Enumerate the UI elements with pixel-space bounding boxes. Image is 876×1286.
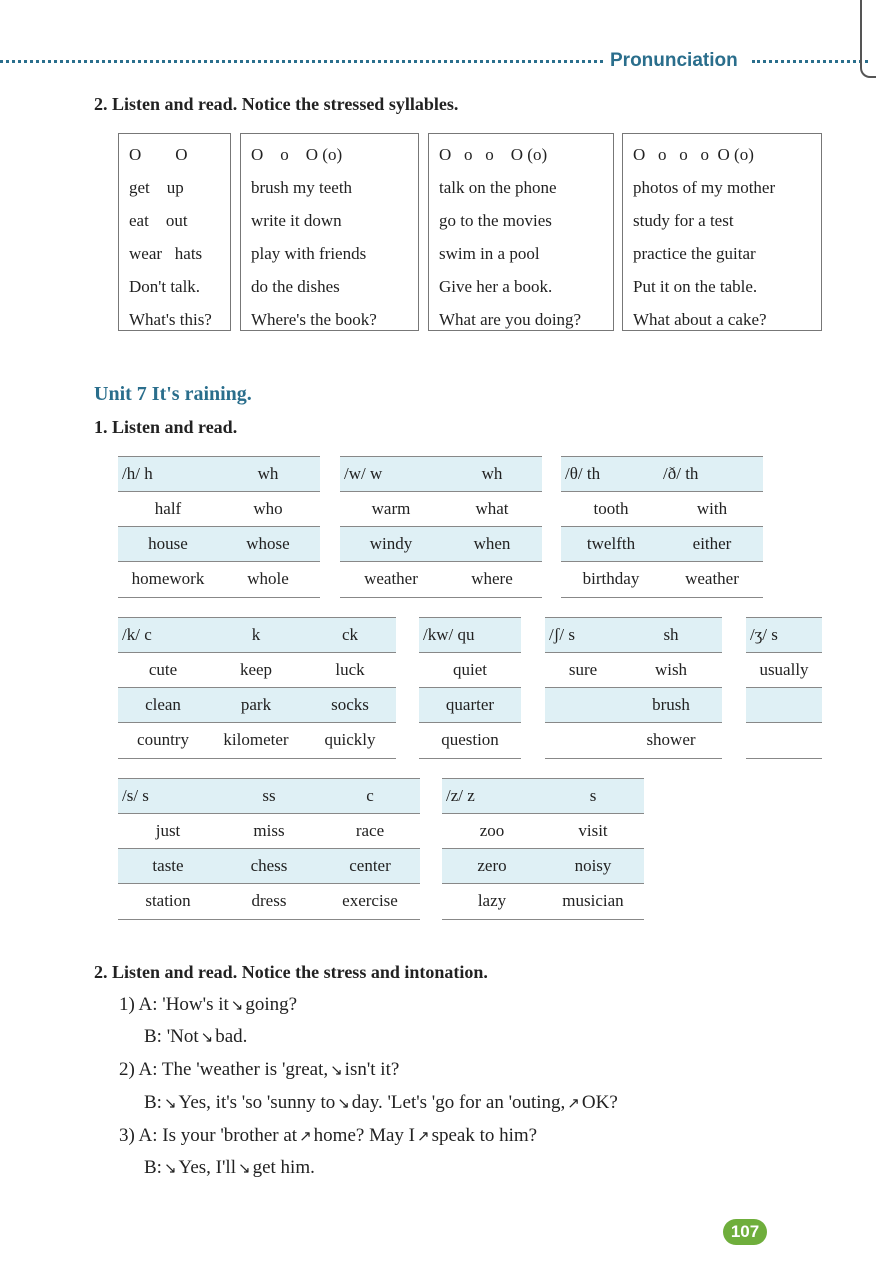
table-row (118, 687, 396, 722)
header-dotted-rule-left (0, 60, 603, 63)
word: center (349, 856, 391, 875)
dialogue-line-1b (144, 1026, 247, 1048)
word: usually (759, 660, 809, 679)
phonics-table-kw (419, 617, 521, 759)
stress-item: do the dishes (251, 277, 340, 296)
falling-intonation-icon: ↘ (238, 1159, 251, 1177)
dialogue-text: day. 'Let's 'go for an 'outing, (351, 1092, 566, 1113)
stress-item: Give her a book. (439, 277, 553, 296)
sound-header: /h/ h (122, 464, 153, 483)
word: question (441, 730, 499, 749)
spelling-header: sh (663, 625, 679, 644)
phonics-table-th (561, 456, 763, 598)
stress-pattern: O o O (o) (251, 145, 343, 164)
spelling-header: wh (257, 464, 279, 483)
word: sure (568, 660, 598, 679)
table-row (746, 722, 822, 759)
dialogue-text: bad. (215, 1026, 248, 1047)
spelling-header: wh (481, 464, 503, 483)
stress-item: What about a cake? (633, 310, 767, 329)
word: birthday (582, 569, 640, 588)
stress-item: swim in a pool (439, 244, 540, 263)
word: zero (477, 856, 507, 875)
dialogue-text: 3) A: Is your 'brother at (119, 1125, 298, 1146)
dialogue-text: speak to him? (431, 1125, 538, 1146)
sound-header: /z/ z (446, 786, 475, 805)
stress-pattern: O O (129, 145, 188, 164)
dialogue-text: 2) A: The 'weather is 'great, (119, 1059, 329, 1080)
dialogue-text: get him. (252, 1157, 315, 1178)
word: dress (251, 891, 287, 910)
word: clean (145, 695, 181, 714)
phonics-table-w (340, 456, 542, 598)
table-header-row (442, 778, 644, 813)
table-row (118, 491, 320, 526)
word: park (240, 695, 272, 714)
word: country (137, 730, 189, 749)
word: windy (369, 534, 413, 553)
stress-item: practice the guitar (633, 244, 756, 263)
word: homework (131, 569, 205, 588)
falling-intonation-icon: ↘ (163, 1159, 177, 1177)
page-curl-decoration (860, 0, 876, 78)
word: tooth (593, 499, 629, 518)
table-row (118, 848, 420, 883)
word: chess (250, 856, 288, 875)
dialogue-text: Yes, it's 'so 'sunny to (178, 1092, 336, 1113)
word: warm (371, 499, 411, 518)
word: wish (654, 660, 688, 679)
stress-pattern: O o o o O (o) (633, 145, 754, 164)
word: just (155, 821, 181, 840)
word: either (692, 534, 732, 553)
word: exercise (342, 891, 398, 910)
table-row (561, 526, 763, 561)
falling-intonation-icon: ↘ (230, 996, 244, 1014)
falling-intonation-icon: ↘ (163, 1094, 177, 1112)
word: quickly (324, 730, 376, 749)
table-row (419, 652, 521, 687)
table-header-row (419, 617, 521, 652)
word: brush (652, 695, 690, 714)
word: noisy (574, 856, 612, 875)
stress-item: Don't talk. (129, 277, 201, 296)
dialogue-line-2b (144, 1092, 618, 1114)
word: keep (239, 660, 273, 679)
rising-intonation-icon: ↗ (567, 1094, 580, 1112)
table-row (746, 652, 822, 687)
falling-intonation-icon: ↘ (337, 1094, 350, 1112)
table-row (118, 561, 320, 598)
table-row (118, 526, 320, 561)
spelling-header: ck (341, 625, 359, 644)
word: station (145, 891, 191, 910)
sound-header: /s/ s (122, 786, 149, 805)
table-row (118, 652, 396, 687)
table-row (561, 491, 763, 526)
table-header-row (545, 617, 722, 652)
sound-header: /ð/ th (663, 464, 699, 483)
table-row (340, 561, 542, 598)
word: who (253, 499, 283, 518)
stress-box-2 (240, 133, 419, 331)
table-row (545, 722, 722, 759)
word: what (475, 499, 509, 518)
word: cute (148, 660, 178, 679)
word: whose (246, 534, 290, 553)
phonics-table-sh (545, 617, 722, 759)
listen-heading: 1. Listen and read. (94, 417, 238, 437)
word: with (696, 499, 728, 518)
word: house (148, 534, 188, 553)
stress-item: wear hats (129, 244, 203, 263)
word: kilometer (223, 730, 289, 749)
section-title: Pronunciation (610, 50, 738, 71)
word: when (473, 534, 511, 553)
table-header-row (746, 617, 822, 652)
word: visit (578, 821, 608, 840)
falling-intonation-icon: ↘ (200, 1028, 214, 1046)
sound-header: /θ/ th (565, 464, 601, 483)
stress-item: study for a test (633, 211, 734, 230)
sound-header: /kw/ qu (423, 625, 475, 644)
table-header-row (118, 456, 320, 491)
table-row (746, 687, 822, 722)
table-header-row (118, 778, 420, 813)
table-row (442, 848, 644, 883)
dialogue-text: B: (144, 1157, 162, 1178)
table-row (340, 491, 542, 526)
falling-intonation-icon: ↘ (330, 1061, 343, 1079)
table-header-row (118, 617, 396, 652)
stress-item: Where's the book? (251, 310, 377, 329)
table-row (561, 561, 763, 598)
spelling-header: c (366, 786, 374, 805)
table-row (442, 883, 644, 920)
stress-item: photos of my mother (633, 178, 776, 197)
word: socks (331, 695, 369, 714)
word: quarter (445, 695, 495, 714)
unit-title: Unit 7 It's raining. (94, 383, 252, 405)
stress-box-3 (428, 133, 614, 331)
spelling-header: s (589, 786, 597, 805)
stress-box-1 (118, 133, 231, 331)
stress-item: Put it on the table. (633, 277, 758, 296)
phonics-table-k (118, 617, 396, 759)
dialogue-line-1a (119, 994, 297, 1016)
stress-item: What are you doing? (439, 310, 582, 329)
sound-header: /ʃ/ s (549, 625, 575, 644)
dialogue-text: home? May I (313, 1125, 415, 1146)
word: shower (646, 730, 696, 749)
phonics-table-h (118, 456, 320, 598)
table-row (340, 526, 542, 561)
stress-heading: 2. Listen and read. Notice the stressed syllables. (94, 94, 459, 114)
word: musician (562, 891, 624, 910)
table-header-row (340, 456, 542, 491)
stress-item: eat out (129, 211, 188, 230)
dialogue-line-2a (119, 1059, 399, 1081)
stress-item: write it down (251, 211, 342, 230)
spelling-header: k (251, 625, 261, 644)
word: weather (685, 569, 739, 588)
stress-item: play with friends (251, 244, 367, 263)
dialogue-text: isn't it? (344, 1059, 400, 1080)
dialogue-line-3b (144, 1157, 315, 1179)
word: half (154, 499, 182, 518)
table-row (419, 687, 521, 722)
phonics-table-z (442, 778, 644, 920)
word: taste (152, 856, 184, 875)
sound-header: /ʒ/ s (750, 625, 778, 644)
word: quiet (453, 660, 487, 679)
stress-item: talk on the phone (439, 178, 557, 197)
stress-pattern: O o o O (o) (439, 145, 548, 164)
word: where (471, 569, 513, 588)
table-row (118, 883, 420, 920)
dialogue-text: B: (144, 1092, 162, 1113)
table-row (118, 813, 420, 848)
stress-item: go to the movies (439, 211, 552, 230)
phonics-table-s (118, 778, 420, 920)
word: whole (247, 569, 289, 588)
phonics-table-zh (746, 617, 822, 759)
rising-intonation-icon: ↗ (416, 1127, 430, 1145)
word: race (355, 821, 385, 840)
stress-box-4 (622, 133, 822, 331)
dialogue-text: Yes, I'll (178, 1157, 236, 1178)
word: weather (364, 569, 418, 588)
dialogue-text: B: 'Not (144, 1026, 199, 1047)
page-number-badge: 107 (723, 1219, 767, 1245)
sound-header: /k/ c (122, 625, 152, 644)
header-dotted-rule-right (752, 60, 868, 63)
stress-item: get up (129, 178, 184, 197)
table-row (442, 813, 644, 848)
word: miss (253, 821, 285, 840)
table-row (545, 687, 722, 722)
sound-header: /w/ w (344, 464, 383, 483)
stress-item: brush my teeth (251, 178, 353, 197)
spelling-header: ss (262, 786, 276, 805)
table-row (118, 722, 396, 759)
intonation-heading: 2. Listen and read. Notice the stress and intonation. (94, 962, 488, 982)
dialogue-text: OK? (581, 1092, 618, 1113)
rising-intonation-icon: ↗ (299, 1127, 312, 1145)
word: zoo (479, 821, 505, 840)
word: luck (335, 660, 365, 679)
dialogue-text: 1) A: 'How's it (119, 994, 229, 1015)
dialogue-text: going? (245, 994, 298, 1015)
word: lazy (477, 891, 507, 910)
stress-item: What's this? (129, 310, 212, 329)
table-row (419, 722, 521, 759)
table-header-row (561, 456, 763, 491)
word: twelfth (586, 534, 636, 553)
dialogue-line-3a (119, 1125, 537, 1147)
table-row (545, 652, 722, 687)
